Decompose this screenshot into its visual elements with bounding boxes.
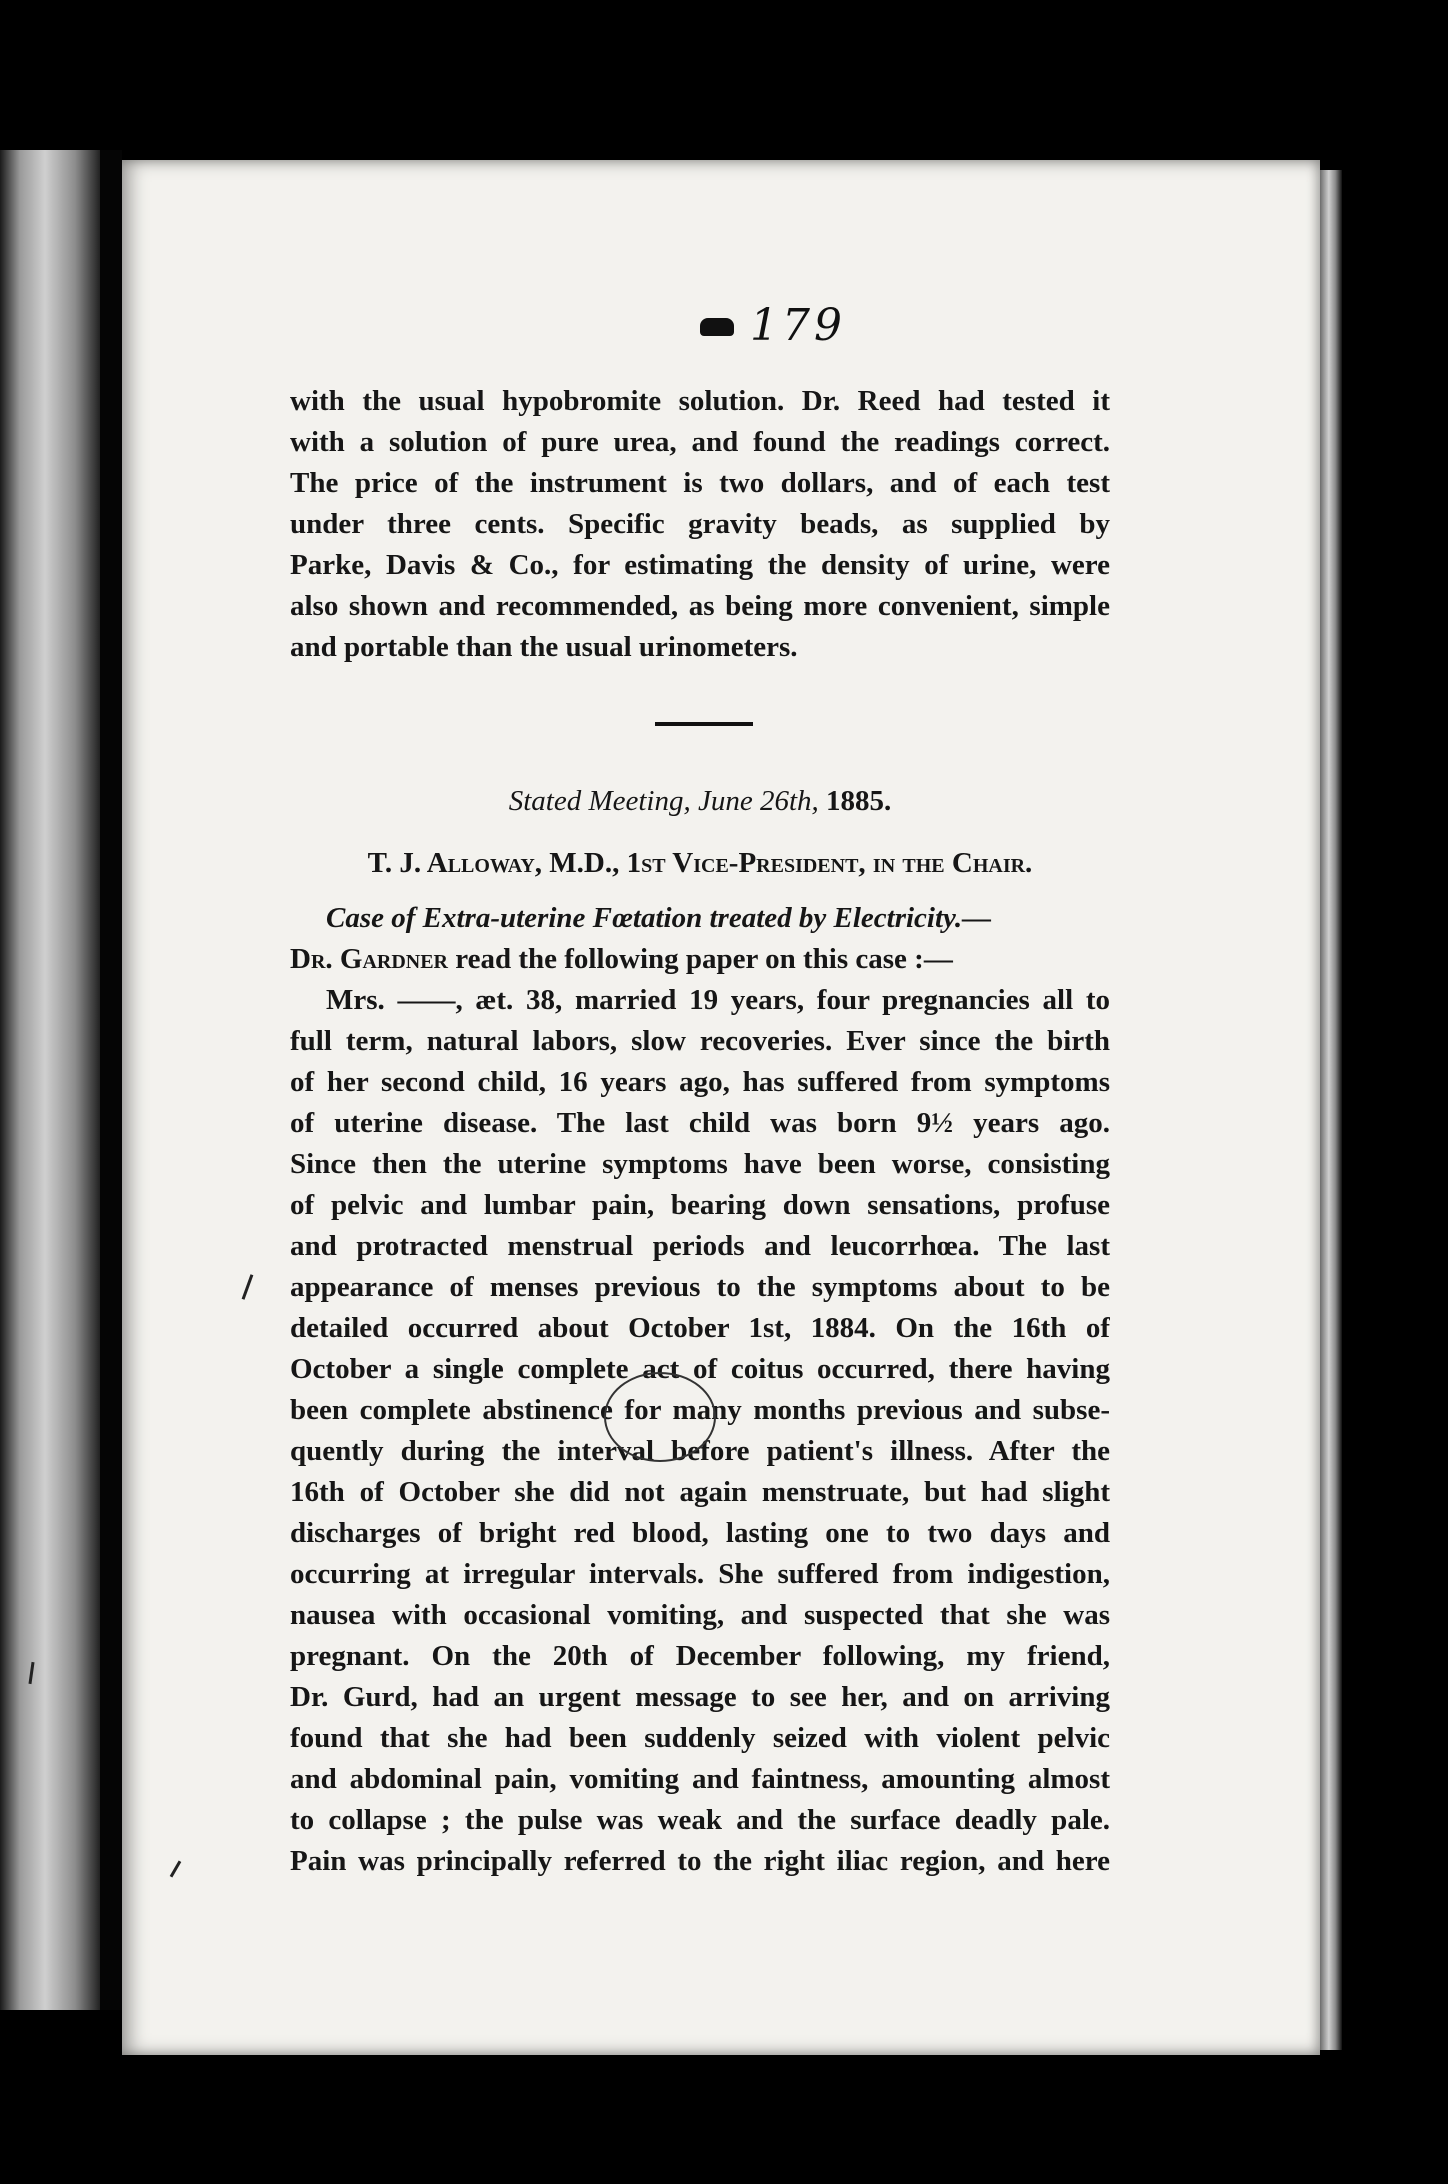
text-line: appearance of menses previous to the symptoms about to be: [290, 1271, 1110, 1303]
section-rule: [655, 722, 753, 726]
text-line: and abdominal pain, vomiting and faintness, amounting almost: [290, 1763, 1110, 1795]
text-line: Since then the uterine symptoms have been worse, consisting: [290, 1148, 1110, 1180]
text-line: pregnant. On the 20th of December following, my friend,: [290, 1640, 1110, 1672]
text-line: of her second child, 16 years ago, has suffered from symptoms: [290, 1066, 1110, 1098]
text-line: October a single complete act of coitus occurred, there having: [290, 1353, 1110, 1385]
pencil-circle-mark: [604, 1372, 716, 1462]
text-line: also shown and recommended, as being more convenient, simple: [290, 590, 1110, 622]
text-line: The price of the instrument is two dollars, and of each test: [290, 467, 1110, 499]
text-line: Pain was principally referred to the right iliac region, and here: [290, 1845, 1110, 1877]
text-line: under three cents. Specific gravity beads, as supplied by: [290, 508, 1110, 540]
text-line: found that she had been suddenly seized with violent pelvic: [290, 1722, 1110, 1754]
text-line: with the usual hypobromite solution. Dr. Reed had tested it: [290, 385, 1110, 417]
text-line: nausea with occasional vomiting, and suspected that she was: [290, 1599, 1110, 1631]
text-line: 16th of October she did not again menstruate, but had slight: [290, 1476, 1110, 1508]
text-line: occurring at irregular intervals. She suffered from indigestion,: [290, 1558, 1110, 1590]
intro-text: read the following paper on this case :—: [455, 943, 953, 975]
text-line: discharges of bright red blood, lasting one to two days and: [290, 1517, 1110, 1549]
text-line: Mrs. ——, æt. 38, married 19 years, four pregnancies all to: [326, 984, 1110, 1016]
author-name: Dr. Gardner: [290, 943, 448, 975]
book-gutter: [100, 150, 122, 2010]
text-line: with a solution of pure urea, and found the readings correct.: [290, 426, 1110, 458]
chair-line: T. J. Alloway, M.D., 1st Vice-President, in the Chair.: [367, 847, 1033, 879]
right-page-edge: [1320, 170, 1342, 2050]
text-line: of pelvic and lumbar pain, bearing down sensations, profuse: [290, 1189, 1110, 1221]
text-line: Dr. Gurd, had an urgent message to see her, and on arriving: [290, 1681, 1110, 1713]
paragraph-urine-instrument: [290, 381, 1110, 668]
text-line: of uterine disease. The last child was born 9½ years ago.: [290, 1107, 1110, 1139]
text-line: and protracted menstrual periods and leucorrhœa. The last: [290, 1230, 1110, 1262]
meeting-year: 1885.: [826, 785, 892, 817]
page-number: 179: [750, 300, 846, 351]
case-title: Case of Extra-uterine Fœtation treated by Electricity.—: [326, 902, 992, 934]
text-line: Parke, Davis & Co., for estimating the density of urine, were: [290, 549, 1110, 581]
meeting-date: Stated Meeting, June 26th,: [508, 785, 819, 817]
text-line: quently during the interval before patient's illness. After the: [290, 1435, 1110, 1467]
text-line: and portable than the usual urinometers.: [290, 631, 798, 663]
text-line: been complete abstinence for many months previous and subse-: [290, 1394, 1110, 1426]
meeting-heading: [290, 780, 1110, 822]
text-line: to collapse ; the pulse was weak and the surface deadly pale.: [290, 1804, 1110, 1836]
text-line: detailed occurred about October 1st, 1884. On the 16th of: [290, 1312, 1110, 1344]
text-line: full term, natural labors, slow recoveries. Ever since the birth: [290, 1025, 1110, 1057]
left-page-edge: [0, 150, 100, 2010]
ornament-icon: [700, 318, 734, 336]
case-intro: [290, 939, 1110, 980]
